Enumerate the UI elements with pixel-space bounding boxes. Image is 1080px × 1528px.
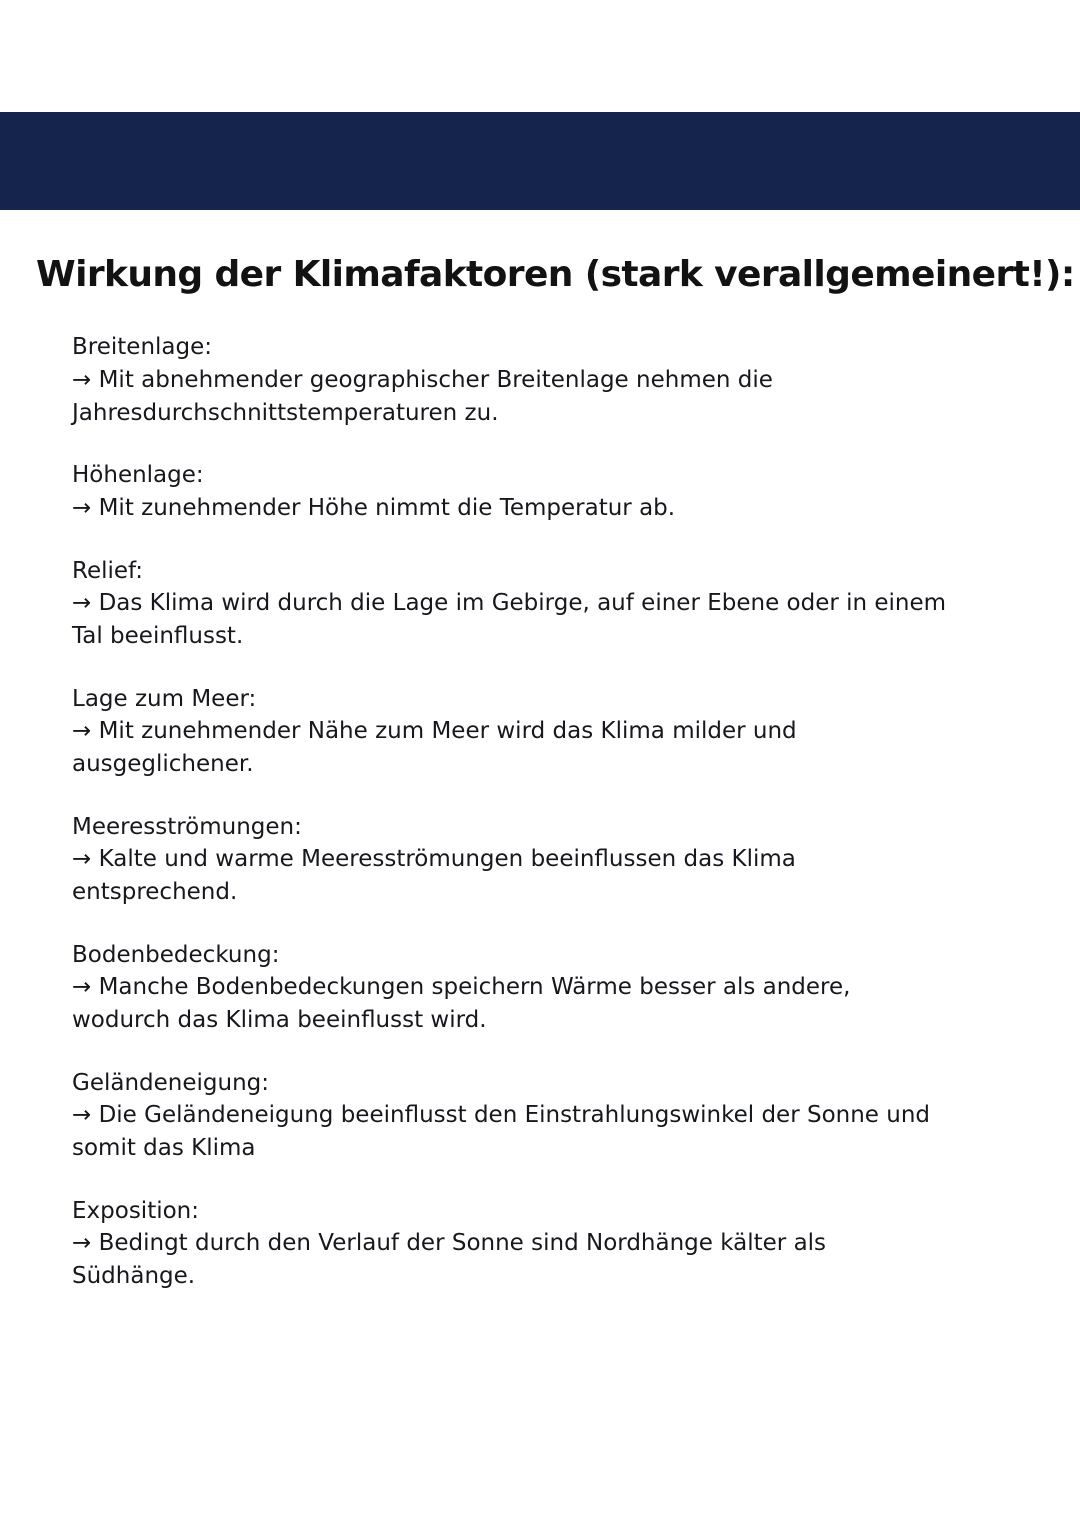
factor-description: → Mit zunehmender Höhe nimmt die Temperatur ab.: [72, 495, 676, 522]
factor-term: Meeresströmungen:: [72, 813, 302, 840]
factor-description: → Manche Bodenbedeckungen speichern Wärme besser als andere, wodurch das Klima beeinflusst wird.: [72, 974, 851, 1033]
list-item: [72, 939, 1004, 1037]
list-item: [72, 331, 1004, 429]
header-color-band: [0, 112, 1080, 210]
list-item: [72, 683, 1004, 781]
factor-description: → Bedingt durch den Verlauf der Sonne sind Nordhänge kälter als Südhänge.: [72, 1230, 827, 1289]
climate-factors-list: [36, 331, 1044, 1292]
factor-term: Lage zum Meer:: [72, 685, 257, 712]
page-title: Wirkung der Klimafaktoren (stark verallgemeinert!):: [36, 254, 1075, 295]
document-content: [0, 254, 1080, 1292]
top-margin: [0, 0, 1080, 112]
list-item: [72, 459, 1004, 524]
factor-description: → Das Klima wird durch die Lage im Gebirge, auf einer Ebene oder in einem Tal beeinflusst.: [72, 590, 947, 649]
factor-description: → Kalte und warme Meeresströmungen beeinflussen das Klima entsprechend.: [72, 846, 796, 905]
list-item: [72, 811, 1004, 909]
factor-description: → Die Geländeneigung beeinflusst den Einstrahlungswinkel der Sonne und somit das Klima: [72, 1102, 931, 1161]
factor-description: → Mit zunehmender Nähe zum Meer wird das Klima milder und ausgeglichener.: [72, 718, 797, 777]
factor-term: Exposition:: [72, 1197, 199, 1224]
factor-term: Geländeneigung:: [72, 1069, 270, 1096]
factor-description: → Mit abnehmender geographischer Breitenlage nehmen die Jahresdurchschnittstemperaturen zu.: [72, 367, 773, 426]
factor-term: Bodenbedeckung:: [72, 941, 280, 968]
factor-term: Relief:: [72, 557, 144, 584]
list-item: [72, 1067, 1004, 1165]
factor-term: Höhenlage:: [72, 462, 204, 489]
list-item: [72, 555, 1004, 653]
factor-term: Breitenlage:: [72, 334, 212, 361]
list-item: [72, 1195, 1004, 1293]
